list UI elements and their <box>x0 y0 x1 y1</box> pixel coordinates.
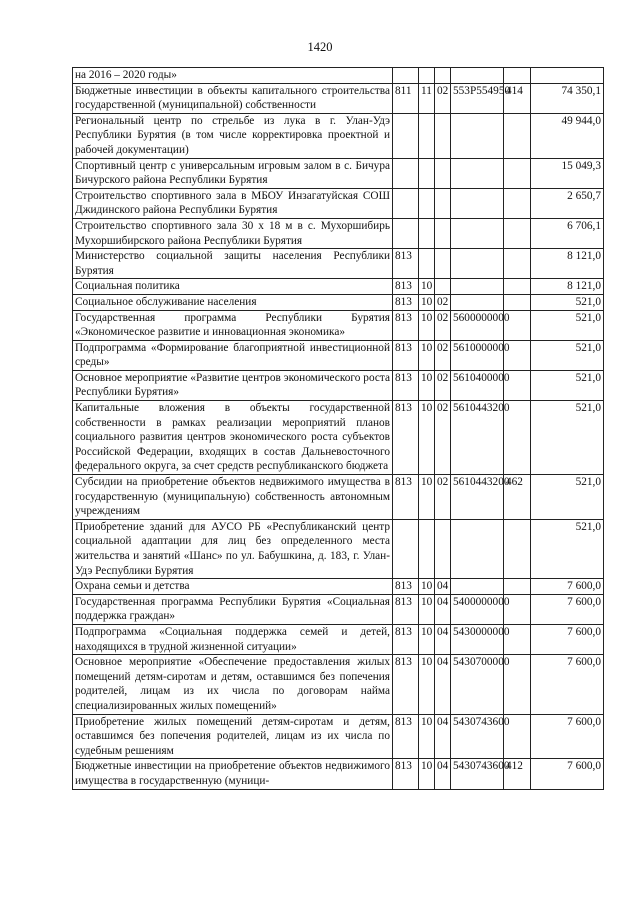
section-code: 10 <box>419 475 435 520</box>
table-row <box>73 218 604 248</box>
table-row <box>73 68 604 84</box>
table-row <box>73 624 604 654</box>
amount: 7 600,0 <box>531 579 604 595</box>
subsection-code: 04 <box>435 594 451 624</box>
ministry-code: 813 <box>393 759 419 789</box>
target-article-code <box>451 294 504 310</box>
section-code: 10 <box>419 294 435 310</box>
expense-type-code <box>504 519 531 578</box>
expense-type-code <box>504 68 531 84</box>
table-row <box>73 401 604 475</box>
expense-type-code <box>504 188 531 218</box>
amount: 8 121,0 <box>531 279 604 295</box>
section-code: 11 <box>419 83 435 113</box>
row-description: Министерство социальной защиты населения Республики Бурятия <box>73 249 393 279</box>
target-article-code <box>451 158 504 188</box>
target-article-code: 5430700000 <box>451 655 504 714</box>
section-code: 10 <box>419 279 435 295</box>
ministry-code <box>393 68 419 84</box>
target-article-code <box>451 68 504 84</box>
subsection-code: 02 <box>435 370 451 400</box>
ministry-code <box>393 158 419 188</box>
amount: 7 600,0 <box>531 624 604 654</box>
section-code <box>419 68 435 84</box>
subsection-code: 04 <box>435 579 451 595</box>
amount: 6 706,1 <box>531 218 604 248</box>
expense-type-code: 414 <box>504 83 531 113</box>
table-row <box>73 340 604 370</box>
row-description: Социальное обслуживание населения <box>73 294 393 310</box>
target-article-code <box>451 188 504 218</box>
target-article-code: 5600000000 <box>451 310 504 340</box>
target-article-code <box>451 579 504 595</box>
amount: 7 600,0 <box>531 759 604 789</box>
section-code <box>419 113 435 158</box>
section-code: 10 <box>419 714 435 759</box>
amount: 521,0 <box>531 340 604 370</box>
subsection-code: 02 <box>435 340 451 370</box>
ministry-code: 813 <box>393 279 419 295</box>
target-article-code: 5610400000 <box>451 370 504 400</box>
table-row <box>73 714 604 759</box>
amount: 7 600,0 <box>531 714 604 759</box>
row-description: Субсидии на приобретение объектов недвижимого имущества в государственную (муниципальную) собственность автономным учреждениям <box>73 475 393 520</box>
subsection-code <box>435 188 451 218</box>
table-row <box>73 579 604 595</box>
ministry-code <box>393 218 419 248</box>
table-row <box>73 475 604 520</box>
section-code: 10 <box>419 340 435 370</box>
budget-table-body <box>73 68 604 790</box>
table-row <box>73 279 604 295</box>
subsection-code: 02 <box>435 310 451 340</box>
subsection-code: 04 <box>435 624 451 654</box>
subsection-code: 04 <box>435 714 451 759</box>
amount: 8 121,0 <box>531 249 604 279</box>
target-article-code: 5610000000 <box>451 340 504 370</box>
row-description: Охрана семьи и детства <box>73 579 393 595</box>
ministry-code: 813 <box>393 579 419 595</box>
section-code <box>419 158 435 188</box>
amount: 2 650,7 <box>531 188 604 218</box>
target-article-code <box>451 113 504 158</box>
amount: 521,0 <box>531 401 604 475</box>
table-row <box>73 310 604 340</box>
table-row <box>73 655 604 714</box>
expense-type-code: 462 <box>504 475 531 520</box>
ministry-code: 813 <box>393 310 419 340</box>
row-description: Бюджетные инвестиции в объекты капитального строительства государственной (муниципальной) собственности <box>73 83 393 113</box>
expense-type-code <box>504 218 531 248</box>
amount: 7 600,0 <box>531 594 604 624</box>
ministry-code: 813 <box>393 594 419 624</box>
table-row <box>73 113 604 158</box>
subsection-code: 02 <box>435 475 451 520</box>
ministry-code: 813 <box>393 475 419 520</box>
subsection-code <box>435 113 451 158</box>
amount: 74 350,1 <box>531 83 604 113</box>
amount: 521,0 <box>531 475 604 520</box>
table-row <box>73 249 604 279</box>
section-code: 10 <box>419 310 435 340</box>
section-code: 10 <box>419 759 435 789</box>
section-code: 10 <box>419 594 435 624</box>
section-code: 10 <box>419 401 435 475</box>
expense-type-code <box>504 249 531 279</box>
section-code: 10 <box>419 624 435 654</box>
ministry-code: 813 <box>393 655 419 714</box>
row-description: Основное мероприятие «Развитие центров экономического роста Республики Бурятия» <box>73 370 393 400</box>
target-article-code: 553P554950 <box>451 83 504 113</box>
subsection-code: 04 <box>435 759 451 789</box>
row-description: Капитальные вложения в объекты государственной собственности в рамках реализации мероприятий планов социального развития центров экономического роста субъектов Российской Федерации, входящих в состав Дальневосточного федерального округа, за счет средств республиканского бюджета <box>73 401 393 475</box>
target-article-code: 5610443200 <box>451 401 504 475</box>
amount <box>531 68 604 84</box>
subsection-code: 02 <box>435 401 451 475</box>
row-description: Приобретение жилых помещений детям-сиротам и детям, оставшимся без попечения родителей, лицам из их числа по судебным решениям <box>73 714 393 759</box>
subsection-code <box>435 519 451 578</box>
table-row <box>73 594 604 624</box>
table-row <box>73 158 604 188</box>
target-article-code: 5610443200 <box>451 475 504 520</box>
ministry-code: 813 <box>393 294 419 310</box>
table-row <box>73 519 604 578</box>
row-description: Социальная политика <box>73 279 393 295</box>
subsection-code <box>435 218 451 248</box>
budget-table <box>72 67 604 790</box>
row-description: Строительство спортивного зала 30 х 18 м в с. Мухоршибирь Мухоршибирского района Республики Бурятия <box>73 218 393 248</box>
table-row <box>73 759 604 789</box>
subsection-code: 04 <box>435 655 451 714</box>
expense-type-code <box>504 579 531 595</box>
section-code <box>419 188 435 218</box>
section-code: 10 <box>419 655 435 714</box>
amount: 49 944,0 <box>531 113 604 158</box>
row-description: Подпрограмма «Формирование благоприятной инвестиционной среды» <box>73 340 393 370</box>
expense-type-code <box>504 113 531 158</box>
ministry-code: 813 <box>393 340 419 370</box>
amount: 15 049,3 <box>531 158 604 188</box>
target-article-code: 5430743600 <box>451 759 504 789</box>
row-description: на 2016 – 2020 годы» <box>73 68 393 84</box>
section-code: 10 <box>419 370 435 400</box>
ministry-code: 813 <box>393 401 419 475</box>
ministry-code <box>393 519 419 578</box>
expense-type-code: 412 <box>504 759 531 789</box>
table-row <box>73 83 604 113</box>
row-description: Региональный центр по стрельбе из лука в г. Улан-Удэ Республики Бурятия (в том числе корректировка проектной и рабочей документации) <box>73 113 393 158</box>
subsection-code <box>435 68 451 84</box>
amount: 521,0 <box>531 519 604 578</box>
target-article-code: 5430000000 <box>451 624 504 654</box>
target-article-code: 5430743600 <box>451 714 504 759</box>
target-article-code <box>451 519 504 578</box>
subsection-code <box>435 158 451 188</box>
ministry-code <box>393 188 419 218</box>
subsection-code <box>435 249 451 279</box>
table-row <box>73 188 604 218</box>
amount: 7 600,0 <box>531 655 604 714</box>
section-code: 10 <box>419 579 435 595</box>
expense-type-code <box>504 279 531 295</box>
row-description: Подпрограмма «Социальная поддержка семей и детей, находящихся в трудной жизненной ситуации» <box>73 624 393 654</box>
section-code <box>419 218 435 248</box>
section-code <box>419 519 435 578</box>
amount: 521,0 <box>531 370 604 400</box>
row-description: Строительство спортивного зала в МБОУ Инзагатуйская СОШ Джидинского района Республики Бурятия <box>73 188 393 218</box>
section-code <box>419 249 435 279</box>
target-article-code <box>451 249 504 279</box>
target-article-code <box>451 279 504 295</box>
amount: 521,0 <box>531 294 604 310</box>
row-description: Государственная программа Республики Бурятия «Экономическое развитие и инновационная экономика» <box>73 310 393 340</box>
subsection-code: 02 <box>435 294 451 310</box>
page-number: 1420 <box>307 40 333 54</box>
expense-type-code <box>504 158 531 188</box>
ministry-code: 813 <box>393 714 419 759</box>
table-row <box>73 370 604 400</box>
row-description: Государственная программа Республики Бурятия «Социальная поддержка граждан» <box>73 594 393 624</box>
subsection-code: 02 <box>435 83 451 113</box>
ministry-code: 813 <box>393 624 419 654</box>
ministry-code: 813 <box>393 249 419 279</box>
row-description: Бюджетные инвестиции на приобретение объектов недвижимого имущества в государственную (муници- <box>73 759 393 789</box>
table-row <box>73 294 604 310</box>
row-description: Приобретение зданий для АУСО РБ «Республиканский центр социальной адаптации для лиц без определенного места жительства и занятий «Шанс» по ул. Бабушкина, д. 183, г. Улан-Удэ Республики Бурятия <box>73 519 393 578</box>
subsection-code <box>435 279 451 295</box>
ministry-code: 813 <box>393 370 419 400</box>
target-article-code <box>451 218 504 248</box>
row-description: Основное мероприятие «Обеспечение предоставления жилых помещений детям-сиротам и детям, оставшимся без попечения родителей, лицам из их числа по договорам найма специализированных жилых помещений» <box>73 655 393 714</box>
ministry-code <box>393 113 419 158</box>
ministry-code: 811 <box>393 83 419 113</box>
row-description: Спортивный центр с универсальным игровым залом в с. Бичура Бичурского района Республики Бурятия <box>73 158 393 188</box>
target-article-code: 5400000000 <box>451 594 504 624</box>
expense-type-code <box>504 294 531 310</box>
amount: 521,0 <box>531 310 604 340</box>
